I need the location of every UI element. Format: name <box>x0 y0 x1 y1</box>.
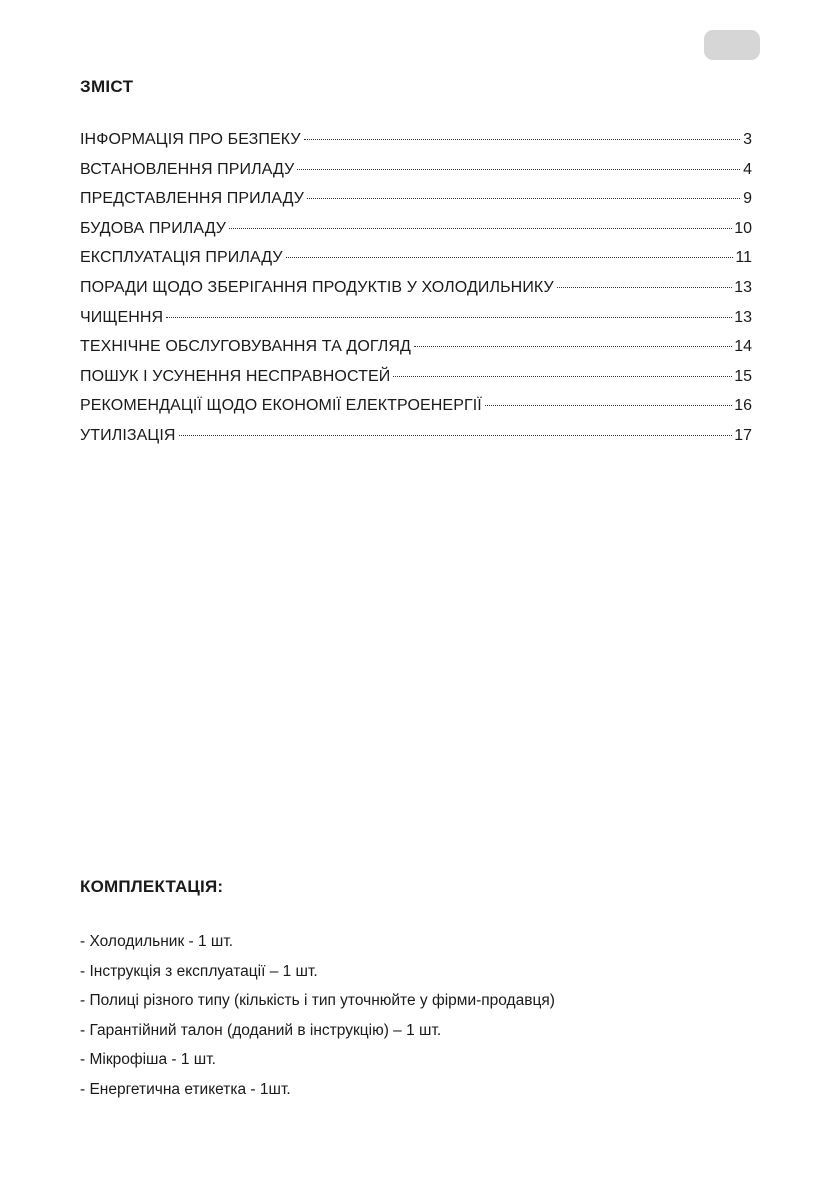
toc-entry <box>80 276 752 306</box>
toc-entry-title: УТИЛІЗАЦІЯ <box>80 426 176 444</box>
kit-item: - Полиці різного типу (кількість і тип уточнюйте у фірми-продавця) <box>80 992 555 1009</box>
kit-item: - Інструкція з експлуатації – 1 шт. <box>80 962 318 980</box>
toc-entry-page: 4 <box>743 160 752 178</box>
toc-dot-leader <box>557 287 732 288</box>
table-of-contents <box>80 128 752 454</box>
toc-entry-title: БУДОВА ПРИЛАДУ <box>80 219 227 237</box>
toc-entry <box>80 128 752 158</box>
toc-entry-title: РЕКОМЕНДАЦІЇ ЩОДО ЕКОНОМІЇ ЕЛЕКТРОЕНЕРГІЇ <box>80 397 482 415</box>
language-tab <box>704 30 760 60</box>
toc-entry-page: 14 <box>734 338 752 356</box>
toc-entry-page: 9 <box>743 190 752 208</box>
toc-entry-page: 16 <box>734 397 752 415</box>
kit-item: - Мікрофіша - 1 шт. <box>80 1051 216 1068</box>
toc-entry-page: 15 <box>734 367 752 385</box>
toc-dot-leader <box>179 435 733 436</box>
toc-entry <box>80 394 752 424</box>
toc-entry-page: 3 <box>743 131 752 148</box>
toc-entry-title: ІНФОРМАЦІЯ ПРО БЕЗПЕКУ <box>80 131 301 148</box>
toc-dot-leader <box>297 169 740 170</box>
toc-entry-title: ЕКСПЛУАТАЦІЯ ПРИЛАДУ <box>80 249 283 267</box>
toc-entry-page: 13 <box>734 278 752 296</box>
toc-entry-page: 10 <box>734 219 752 237</box>
toc-entry-page: 17 <box>734 426 752 444</box>
toc-entry-title: ПОРАДИ ЩОДО ЗБЕРІГАННЯ ПРОДУКТІВ У ХОЛОДИЛЬНИКУ <box>80 278 554 296</box>
toc-dot-leader <box>414 346 732 347</box>
toc-entry <box>80 335 752 365</box>
toc-entry <box>80 424 752 454</box>
toc-dot-leader <box>286 257 734 258</box>
toc-dot-leader <box>393 376 732 377</box>
toc-entry-page: 13 <box>734 308 752 326</box>
toc-entry <box>80 365 752 395</box>
toc-entry-title: ТЕХНІЧНЕ ОБСЛУГОВУВАННЯ ТА ДОГЛЯД <box>80 338 411 356</box>
kit-list <box>80 930 555 1107</box>
kit-item: - Холодильник - 1 шт. <box>80 933 234 950</box>
toc-entry-title: ПРЕДСТАВЛЕННЯ ПРИЛАДУ <box>80 190 305 208</box>
toc-dot-leader <box>307 198 740 199</box>
toc-title: ЗМІСТ <box>80 77 134 96</box>
kit-title: КОМПЛЕКТАЦІЯ: <box>80 877 224 896</box>
toc-dot-leader <box>229 228 732 229</box>
toc-dot-leader <box>166 317 732 318</box>
toc-entry-title: ЧИЩЕННЯ <box>80 308 164 326</box>
toc-entry-title: ВСТАНОВЛЕННЯ ПРИЛАДУ <box>80 160 295 178</box>
toc-dot-leader <box>304 139 740 140</box>
toc-entry-page: 11 <box>735 249 752 267</box>
toc-entry <box>80 158 752 188</box>
toc-entry <box>80 246 752 276</box>
toc-entry-title: ПОШУК І УСУНЕННЯ НЕСПРАВНОСТЕЙ <box>80 367 391 385</box>
toc-entry <box>80 306 752 336</box>
toc-dot-leader <box>485 405 732 406</box>
toc-entry <box>80 217 752 247</box>
kit-item: - Гарантійний талон (доданий в інструкцію) – 1 шт. <box>80 1021 442 1039</box>
toc-entry <box>80 187 752 217</box>
kit-item: - Енергетична етикетка - 1шт. <box>80 1080 291 1098</box>
